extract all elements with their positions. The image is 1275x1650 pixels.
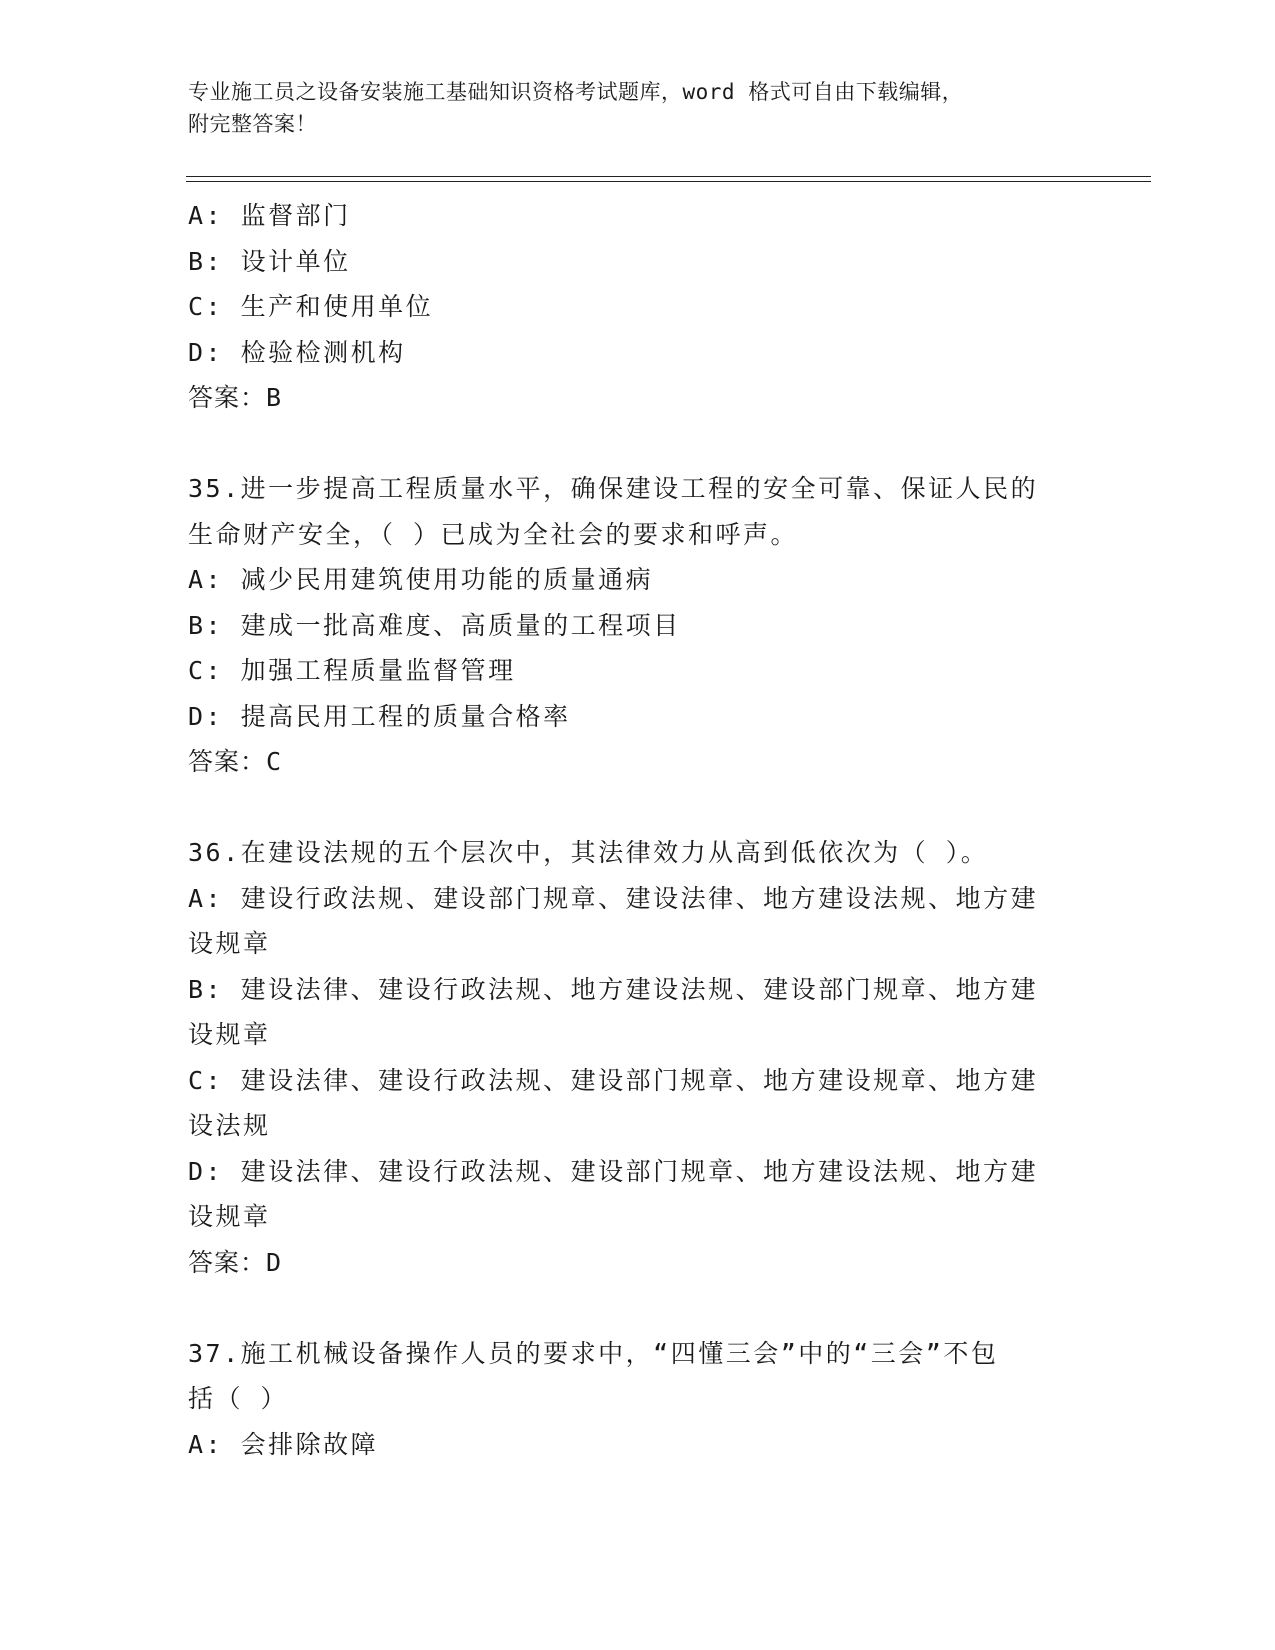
question-stem: 36.在建设法规的五个层次中，其法律效力从高到低依次为（ ）。 xyxy=(188,838,989,867)
option-c: C: 加强工程质量监督管理 xyxy=(188,656,516,685)
answer: 答案：C xyxy=(188,747,283,776)
answer: 答案：B xyxy=(188,383,283,412)
option-b: B: 建成一批高难度、高质量的工程项目 xyxy=(188,610,681,640)
option-d-line-1: D: 建设法律、建设行政法规、建设部门规章、地方建设法规、地方建 xyxy=(188,1156,1039,1186)
option-d: D: 检验检测机构 xyxy=(188,337,406,367)
option-b-line-2: 设规章 xyxy=(188,1020,271,1049)
question-37 xyxy=(188,1331,1068,1468)
document-header xyxy=(188,76,1068,140)
option-c-line-1: C: 建设法律、建设行政法规、建设部门规章、地方建设规章、地方建 xyxy=(188,1065,1039,1095)
header-line-1: 专业施工员之设备安装施工基础知识资格考试题库，word 格式可自由下载编辑， xyxy=(188,80,964,104)
header-line-2: 附完整答案！ xyxy=(188,112,317,136)
option-a-line-2: 设规章 xyxy=(188,929,271,958)
header-rule-bottom xyxy=(186,181,1151,182)
question-list xyxy=(188,193,1068,1467)
question-36 xyxy=(188,830,1068,1285)
option-c: C: 生产和使用单位 xyxy=(188,292,434,321)
option-c-line-2: 设法规 xyxy=(188,1111,271,1140)
question-stem-line-2: 括（ ） xyxy=(188,1384,289,1413)
spacer xyxy=(188,1285,1068,1331)
spacer xyxy=(188,785,1068,831)
option-a-line-1: A: 建设行政法规、建设部门规章、建设法律、地方建设法规、地方建 xyxy=(188,883,1039,913)
option-a: A: 监督部门 xyxy=(188,201,351,230)
header-rule-top xyxy=(186,176,1151,177)
option-a: A: 会排除故障 xyxy=(188,1429,379,1459)
question-stem-line-1: 37.施工机械设备操作人员的要求中，“四懂三会”中的“三会”不包 xyxy=(188,1338,999,1368)
option-d: D: 提高民用工程的质量合格率 xyxy=(188,701,571,731)
spacer xyxy=(188,421,1068,467)
answer: 答案：D xyxy=(188,1247,283,1277)
option-d-line-2: 设规章 xyxy=(188,1202,271,1231)
question-34-tail xyxy=(188,193,1068,421)
option-b-line-1: B: 建设法律、建设行政法规、地方建设法规、建设部门规章、地方建 xyxy=(188,974,1039,1004)
option-b: B: 设计单位 xyxy=(188,246,351,276)
question-35 xyxy=(188,466,1068,785)
question-stem-line-1: 35.进一步提高工程质量水平，确保建设工程的安全可靠、保证人民的 xyxy=(188,474,1039,503)
question-stem-line-2: 生命财产安全，（ ）已成为全社会的要求和呼声。 xyxy=(188,519,799,549)
option-a: A: 减少民用建筑使用功能的质量通病 xyxy=(188,565,654,594)
